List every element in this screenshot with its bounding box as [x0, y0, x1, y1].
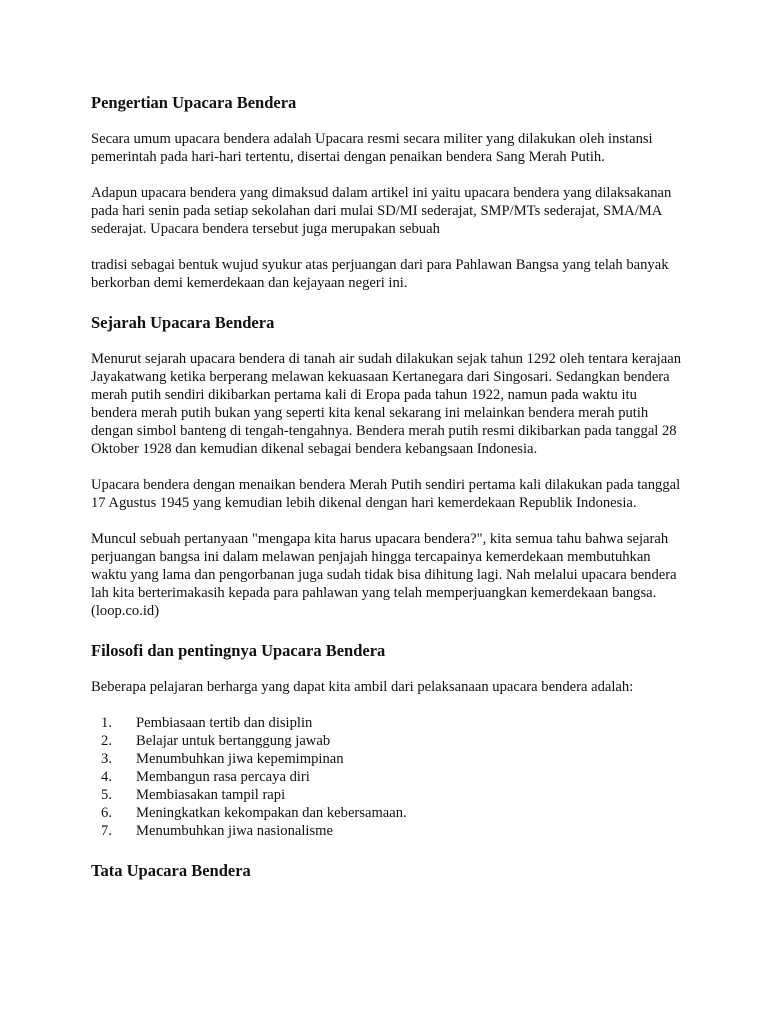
section-heading: Sejarah Upacara Bendera — [91, 313, 275, 332]
list-item-text: Membiasakan tampil rapi — [136, 787, 286, 803]
list-item — [91, 732, 691, 750]
section-heading: Tata Upacara Bendera — [91, 861, 251, 880]
paragraph: Adapun upacara bendera yang dimaksud dalam artikel ini yaitu upacara bendera yang dilaksakanan pada hari senin pada setiap sekolahan dari mulai SD/MI sederajat, SMP/MTs sederajat, SMA/MA sederajat. Upacara bendera tersebut juga merupakan sebuah — [91, 185, 672, 237]
list-item — [91, 768, 691, 786]
list-number: 7. — [101, 823, 112, 839]
list-item — [91, 786, 691, 804]
list-item — [91, 822, 691, 840]
list-number: 3. — [101, 751, 112, 767]
section-heading: Filosofi dan pentingnya Upacara Bendera — [91, 641, 386, 660]
list-number: 6. — [101, 805, 112, 821]
list-item — [91, 804, 691, 822]
paragraph: tradisi sebagai bentuk wujud syukur atas perjuangan dari para Pahlawan Bangsa yang telah banyak berkorban demi kemerdekaan dan kejayaan negeri ini. — [91, 257, 669, 291]
numbered-list — [91, 714, 691, 840]
paragraph: Secara umum upacara bendera adalah Upacara resmi secara militer yang dilakukan oleh instansi pemerintah pada hari-hari tertentu, disertai dengan penaikan bendera Sang Merah Putih. — [91, 131, 653, 165]
list-item — [91, 750, 691, 768]
list-item-text: Menumbuhkan jiwa kepemimpinan — [136, 751, 344, 767]
list-number: 4. — [101, 769, 112, 785]
list-item-text: Pembiasaan tertib dan disiplin — [136, 715, 313, 731]
paragraph: Muncul sebuah pertanyaan "mengapa kita harus upacara bendera?", kita semua tahu bahwa sejarah perjuangan bangsa ini dalam melawan penjajah hingga tercapainya kemerdekaan membutuhkan waktu yang lama dan pengorbanan juga sudah tidak bisa dihitung lagi. Nah melalui upacara bendera lah kita berterimakasih kepada para pahlawan yang telah memperjuangkan kemerdekaan bangsa. — [91, 531, 677, 601]
list-number: 2. — [101, 733, 112, 749]
list-item-text: Meningkatkan kekompakan dan kebersamaan. — [136, 805, 407, 821]
paragraph: Upacara bendera dengan menaikan bendera Merah Putih sendiri pertama kali dilakukan pada tanggal 17 Agustus 1945 yang kemudian lebih dikenal dengan hari kemerdekaan Republik Indonesia. — [91, 477, 681, 511]
source-citation: (loop.co.id) — [91, 603, 160, 619]
list-item-text: Menumbuhkan jiwa nasionalisme — [136, 823, 333, 839]
list-item — [91, 714, 691, 732]
list-item-text: Belajar untuk bertanggung jawab — [136, 733, 331, 749]
list-number: 1. — [101, 715, 112, 731]
list-item-text: Membangun rasa percaya diri — [136, 769, 310, 785]
section-heading: Pengertian Upacara Bendera — [91, 93, 297, 112]
document-page — [91, 92, 691, 882]
paragraph: Beberapa pelajaran berharga yang dapat kita ambil dari pelaksanaan upacara bendera adalah: — [91, 679, 634, 695]
list-number: 5. — [101, 787, 112, 803]
paragraph: Menurut sejarah upacara bendera di tanah air sudah dilakukan sejak tahun 1292 oleh tentara kerajaan Jayakatwang ketika berperang melawan kekuasaan Kertanegara dari Singosari. Sedangkan bendera merah putih sendiri dikibarkan pertama kali di Eropa pada tahun 1922, namun pada waktu itu bendera merah putih bukan yang seperti kita kenal sekarang ini melainkan bendera merah putih dengan simbol banteng di tengah-tengahnya. Bendera merah putih resmi dikibarkan pada tanggal 28 Oktober 1928 dan kemudian dikenal sebagai bendera kebangsaan Indonesia. — [91, 351, 681, 457]
